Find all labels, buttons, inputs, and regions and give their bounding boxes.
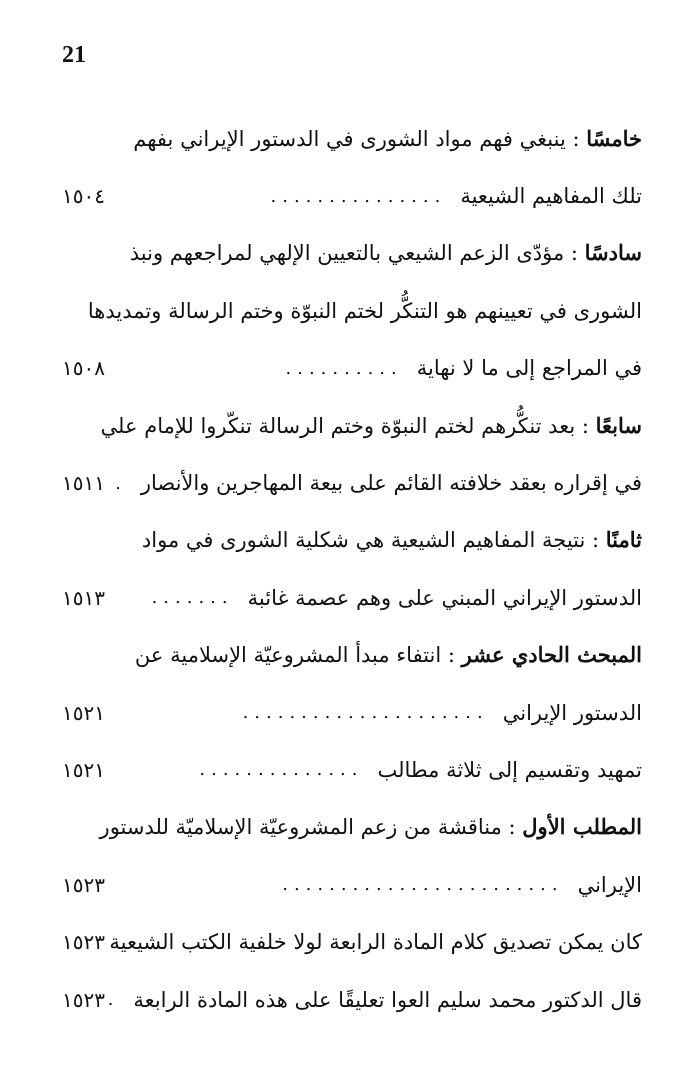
entry-page: ١٥٠٨ bbox=[62, 356, 105, 381]
entry-title: : بعد تنكُّرهم لختم النبوّة وختم الرسالة تنكّروا للإمام علي bbox=[100, 413, 596, 438]
entry-title: قال الدكتور محمد سليم العوا تعليقًا على هذه المادة الرابعة bbox=[133, 987, 642, 1012]
toc-line bbox=[62, 282, 642, 339]
toc-line bbox=[62, 799, 642, 856]
entry-text bbox=[135, 644, 642, 666]
entry-heading: المبحث الحادي عشر bbox=[461, 642, 642, 668]
toc-line bbox=[62, 512, 642, 569]
leader-dots: ..................... bbox=[242, 702, 489, 724]
entry-text bbox=[100, 412, 642, 438]
entry-text bbox=[109, 931, 642, 953]
entry-title: : مؤدّى الزعم الشيعي بالتعيين الإلهي لمراجعهم ونبذ bbox=[129, 241, 585, 266]
entry-title: : مناقشة من زعم المشروعيّة الإسلاميّة للدستور bbox=[99, 815, 523, 840]
entry-text bbox=[578, 874, 642, 896]
entry-title: الإيراني bbox=[577, 872, 642, 897]
entry-title: في المراجع إلى ما لا نهاية bbox=[416, 356, 642, 381]
entry-page: ١٥١١ bbox=[62, 471, 105, 496]
entry-text bbox=[133, 125, 642, 151]
entry-page: ١٥٢٣ bbox=[62, 930, 105, 955]
entry-text bbox=[88, 300, 642, 322]
entry-title: : نتيجة المفاهيم الشيعية هي شكلية الشورى في مواد bbox=[141, 528, 606, 553]
entry-page: ١٥٢٣ bbox=[62, 872, 105, 897]
toc-line bbox=[62, 971, 642, 1028]
entry-heading: خامسًا bbox=[586, 125, 642, 151]
leader-dots: .......... bbox=[285, 357, 403, 379]
toc-line bbox=[62, 913, 642, 970]
leader-dots: ....... bbox=[151, 587, 234, 609]
entry-title: في إقراره بعقد خلافته القائم على بيعة المهاجرين والأنصار bbox=[140, 471, 642, 496]
toc-line bbox=[62, 225, 642, 282]
leader-dots: ........................ bbox=[282, 874, 564, 896]
toc-line bbox=[62, 684, 642, 741]
entry-text bbox=[133, 989, 642, 1011]
entry-page: ١٥٠٤ bbox=[62, 184, 105, 209]
toc-line bbox=[62, 856, 642, 913]
toc-line bbox=[62, 397, 642, 454]
entry-text bbox=[130, 242, 642, 264]
table-of-contents bbox=[62, 110, 642, 1028]
leader-dots: . bbox=[115, 472, 127, 494]
toc-line bbox=[62, 627, 642, 684]
toc-line bbox=[62, 167, 642, 224]
entry-text bbox=[248, 587, 642, 609]
leader-dots: .............. bbox=[199, 759, 364, 781]
entry-heading: ثامنًا bbox=[605, 527, 642, 553]
entry-heading: المطلب الأول bbox=[522, 814, 642, 840]
entry-title: الدستور الإيراني المبني على وهم عصمة غائبة bbox=[247, 585, 642, 610]
entry-title: : ينبغي فهم مواد الشورى في الدستور الإيراني بفهم bbox=[133, 126, 587, 151]
toc-line bbox=[62, 569, 642, 626]
entry-title: تمهيد وتقسيم إلى ثلاثة مطالب bbox=[377, 757, 642, 782]
entry-heading: سابعًا bbox=[595, 412, 642, 438]
entry-title: تلك المفاهيم الشيعية bbox=[460, 184, 642, 209]
entry-heading: سادسًا bbox=[584, 240, 642, 266]
entry-text bbox=[417, 357, 642, 379]
entry-text bbox=[460, 185, 642, 207]
entry-page: ١٥١٣ bbox=[62, 585, 105, 610]
leader-dots: ............... bbox=[270, 185, 447, 207]
entry-title: كان يمكن تصديق كلام المادة الرابعة لولا خلفية الكتب الشيعية bbox=[109, 930, 642, 955]
entry-page: ١٥٢١ bbox=[62, 700, 105, 725]
entry-text bbox=[141, 472, 642, 494]
entry-title: الدستور الإيراني bbox=[502, 700, 642, 725]
entry-title: : انتفاء مبدأ المشروعيّة الإسلامية عن bbox=[134, 643, 462, 668]
toc-line bbox=[62, 110, 642, 167]
entry-text bbox=[100, 816, 642, 838]
toc-line bbox=[62, 741, 642, 798]
entry-title: الشورى في تعيينهم هو التنكُّر لختم النبوّة وختم الرسالة وتمديدها bbox=[87, 298, 642, 323]
entry-page: ١٥٢١ bbox=[62, 757, 105, 782]
leader-dots: . bbox=[107, 989, 120, 1011]
entry-text bbox=[503, 702, 642, 724]
entry-text bbox=[142, 529, 642, 551]
entry-page: ١٥٢٣ bbox=[62, 987, 105, 1012]
entry-text bbox=[378, 759, 643, 781]
page-number: 21 bbox=[62, 42, 86, 68]
toc-line bbox=[62, 340, 642, 397]
toc-line bbox=[62, 454, 642, 511]
